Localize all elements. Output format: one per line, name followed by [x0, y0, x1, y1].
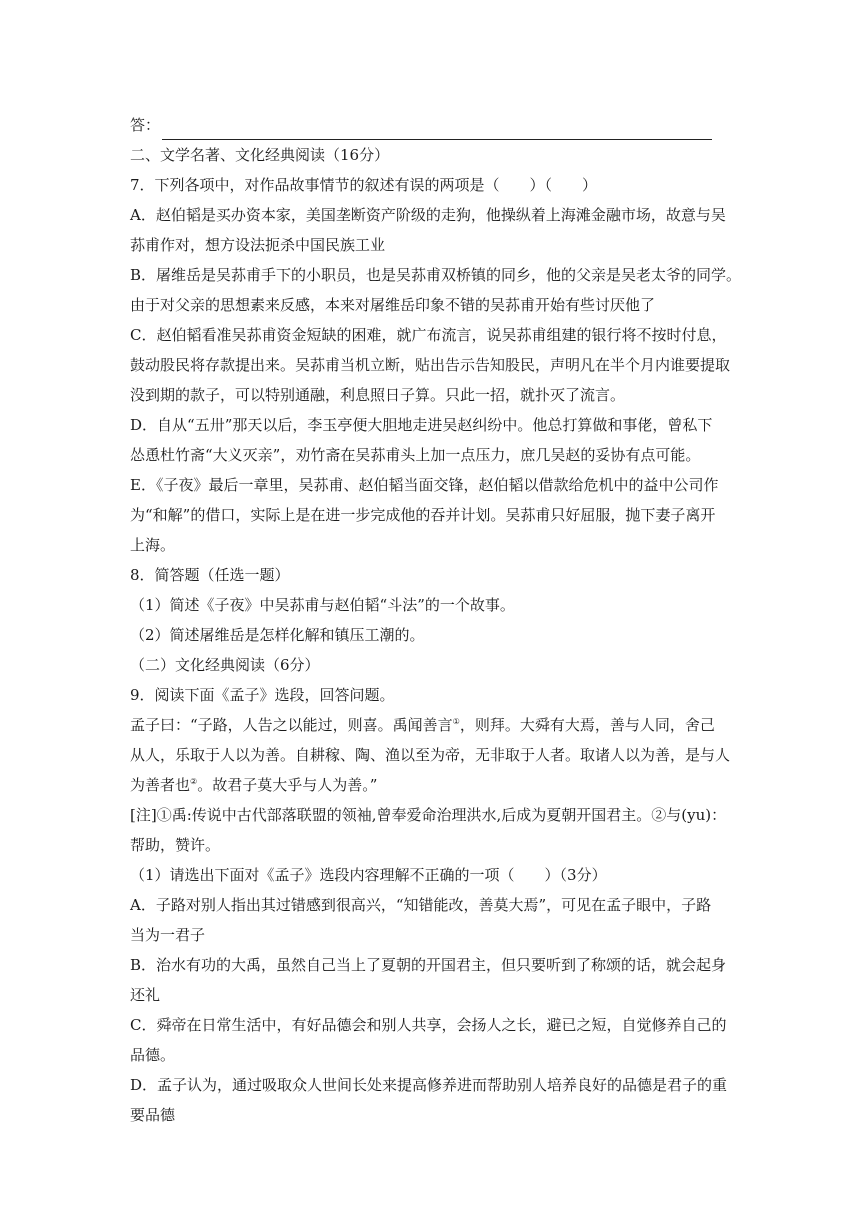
note-line-1: [注]①禹:传说中古代部落联盟的领袖,曾奉爱命治理洪水,后成为夏朝开国君主。②与(yu)： — [130, 806, 727, 824]
q7-option-d-line1: D．自从“五卅”那天以后，李玉亭便大胆地走进吴赵纠纷中。他总打算做和事佬，曾私下 — [130, 416, 713, 434]
q7-option-a-line1: A．赵伯韬是买办资本家，美国垄断资产阶级的走狗，他操纵着上海滩金融市场，故意与吴 — [130, 206, 726, 224]
passage-line-3 — [130, 770, 732, 800]
passage-line-3-text: 为善者也 — [130, 776, 191, 794]
q9-option-b-line1: B．治水有功的大禹，虽然自己当上了夏朝的开国君主，但只要听到了称颂的话，就会起身 — [130, 956, 727, 974]
footnote-mark-1: ① — [452, 717, 460, 726]
document-content — [130, 110, 742, 1130]
q9-option-a-line1: A．子路对别人指出其过错感到很高兴，“知错能改，善莫大焉”，可见在孟子眼中，子路 — [130, 896, 712, 914]
section-heading: 二、文学名著、文化经典阅读（16分） — [130, 146, 390, 164]
q8-item-2: （2）简述屠维岳是怎样化解和镇压工潮的。 — [130, 626, 425, 644]
footnote-mark-2: ② — [190, 777, 198, 786]
q7-option-e-line2: 为“和解”的借口，实际上是在进一步完成他的吞并计划。吴荪甫只好屈服，抛下妻子离开 — [130, 506, 716, 524]
q7-option-c-line2: 鼓动股民将存款提出来。吴荪甫当机立断，贴出告示告知股民，声明凡在半个月内谁要提取 — [130, 356, 731, 374]
note-line-2: 帮助，赞许。 — [130, 836, 221, 854]
question-7-stem: 7．下列各项中，对作品故事情节的叙述有误的两项是（ ）（ ） — [130, 176, 598, 194]
q7-option-d-line2: 怂恿杜竹斋“大义灭亲”，劝竹斋在吴荪甫头上加一点压力，庶几吴赵的妥协有点可能。 — [130, 446, 701, 464]
subsection-heading: （二）文化经典阅读（6分） — [130, 656, 320, 674]
passage-line-3-rest: 。故君子莫大乎与人为善。” — [197, 776, 378, 794]
question-9-stem: 9．阅读下面《孟子》选段，回答问题。 — [130, 686, 395, 704]
q7-option-b-line1: B．屠维岳是吴荪甫手下的小职员，也是吴荪甫双桥镇的同乡，他的父亲是吴老太爷的同学。 — [130, 266, 742, 284]
question-8-stem: 8．简答题（任选一题） — [130, 566, 290, 584]
q8-item-1: （1）简述《子夜》中吴荪甫与赵伯韬“斗法”的一个故事。 — [130, 596, 515, 614]
q9-option-c-line1: C．舜帝在日常生活中，有好品德会和别人共享，会扬人之长，避已之短，自觉修养自己的 — [130, 1016, 727, 1034]
passage-line-2: 从人，乐取于人以为善。自耕稼、陶、渔以至为帝，无非取于人者。取诸人以为善，是与人 — [130, 746, 731, 764]
q9-option-c-line2: 品德。 — [130, 1046, 176, 1064]
q7-option-b-line2: 由于对父亲的思想素来反感，本来对屠维岳印象不错的吴荪甫开始有些讨厌他了 — [130, 296, 656, 314]
q7-option-e-line1: E．《子夜》最后一章里，吴荪甫、赵伯韬当面交锋，赵伯韬以借款给危机中的益中公司作 — [130, 476, 719, 494]
q7-option-a-line2: 荪甫作对，想方设法扼杀中国民族工业 — [130, 236, 386, 254]
q9-subquestion-1: （1）请选出下面对《孟子》选段内容理解不正确的一项（ ）（3分） — [130, 866, 607, 884]
q9-option-d-line2: 要品德 — [130, 1106, 176, 1124]
answer-label: 答： — [130, 116, 161, 134]
q9-option-a-line2: 当为一君子 — [130, 926, 206, 944]
q7-option-c-line3: 没到期的款子，可以特别通融，利息照日子算。只此一招，就扑灭了流言。 — [130, 386, 626, 404]
q7-option-c-line1: C．赵伯韬看准吴荪甫资金短缺的困难，就广布流言，说吴荪甫组建的银行将不按时付息， — [130, 326, 727, 344]
passage-line-1-text: 孟子曰：“子路，人告之以能过，则喜。禹闻善言 — [130, 716, 453, 734]
answer-row — [130, 110, 732, 140]
q9-option-b-line2: 还礼 — [130, 986, 161, 1004]
passage-line-1 — [130, 710, 732, 740]
passage-line-1-rest: ，则拜。大舜有大焉，善与人同，舍己 — [459, 716, 715, 734]
q7-option-e-line3: 上海。 — [130, 536, 176, 554]
answer-blank — [162, 121, 712, 140]
q9-option-d-line1: D．孟子认为，通过吸取众人世间长处来提高修养进而帮助别人培养良好的品德是君子的重 — [130, 1076, 728, 1094]
